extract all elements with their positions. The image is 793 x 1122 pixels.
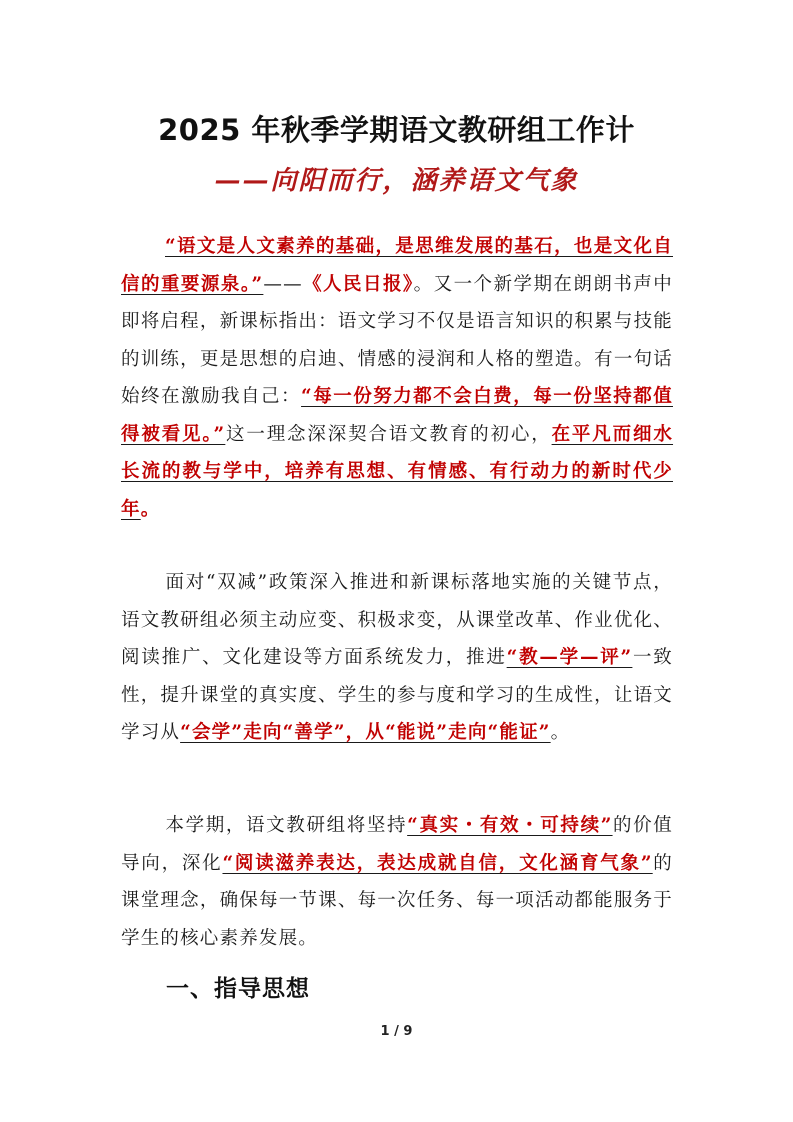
body-text: 本学期，语文教研组将坚持 (165, 815, 408, 836)
values-paragraph (121, 807, 673, 957)
body-text: 。 (550, 722, 571, 743)
page-number: 1 / 9 (380, 1024, 413, 1039)
body-text: 的课堂理念，确保每一节课、每一次任务、每一项活动都能服务于学生的核心素养发展。 (121, 852, 673, 949)
document-title: 2025 年秋季学期语文教研组工作计 (158, 113, 635, 147)
body-text: 。又一个新学期在朗朗书声中即将启程，新课标指出：语文学习不仅是语言知识的积累与技能的训练，更是思想的启迪、情感的浸润和人格的塑造。有一句话始终在激励我自己： (121, 273, 673, 407)
quote-dash: —— (263, 273, 303, 295)
quote-people-daily: “语文是人文素养的基础，是思维发展的基石，也是文化自信的重要源泉。” (121, 236, 673, 295)
emphasis-values: “真实・有效・可持续” (407, 815, 613, 836)
body-text: 面对“双减”政策深入推进和新课标落地实施的关键节点，语文教研组必须主动应变、积极求变，从课堂改革、作业优化、阅读推广、文化建设等方面系统发力，推进 (121, 572, 673, 668)
policy-paragraph (121, 564, 673, 752)
section-heading: 一、指导思想 (166, 976, 310, 1002)
intro-paragraph (121, 228, 673, 528)
emphasis-classroom-concept: “阅读滋养表达，表达成就自信，文化涵育气象” (222, 852, 653, 874)
body-text: 一致性，提升课堂的真实度、学生的参与度和学习的生成性，让语文学习从 (121, 647, 673, 743)
body-text: 的价值导向，深化 (121, 815, 673, 874)
emphasis-goal: 在平凡而细水长流的教与学中，培养有思想、有情感、有行动力的新时代少年 (121, 423, 674, 520)
body-text: 。 (140, 498, 161, 520)
body-text: 这一理念深深契合语文教育的初心， (225, 423, 552, 445)
emphasis-learning-shift: “会学”走向“善学”，从“能说”走向“能证” (180, 722, 551, 743)
emphasis-teach-learn-assess: “教—学—评” (506, 647, 633, 668)
quote-motto: “每一份努力都不会白费，每一份坚持都值得被看见。” (121, 386, 673, 445)
document-subtitle: ——向阳而行，涵养语文气象 (214, 166, 579, 196)
quote-source: 《人民日报》 (302, 273, 414, 295)
